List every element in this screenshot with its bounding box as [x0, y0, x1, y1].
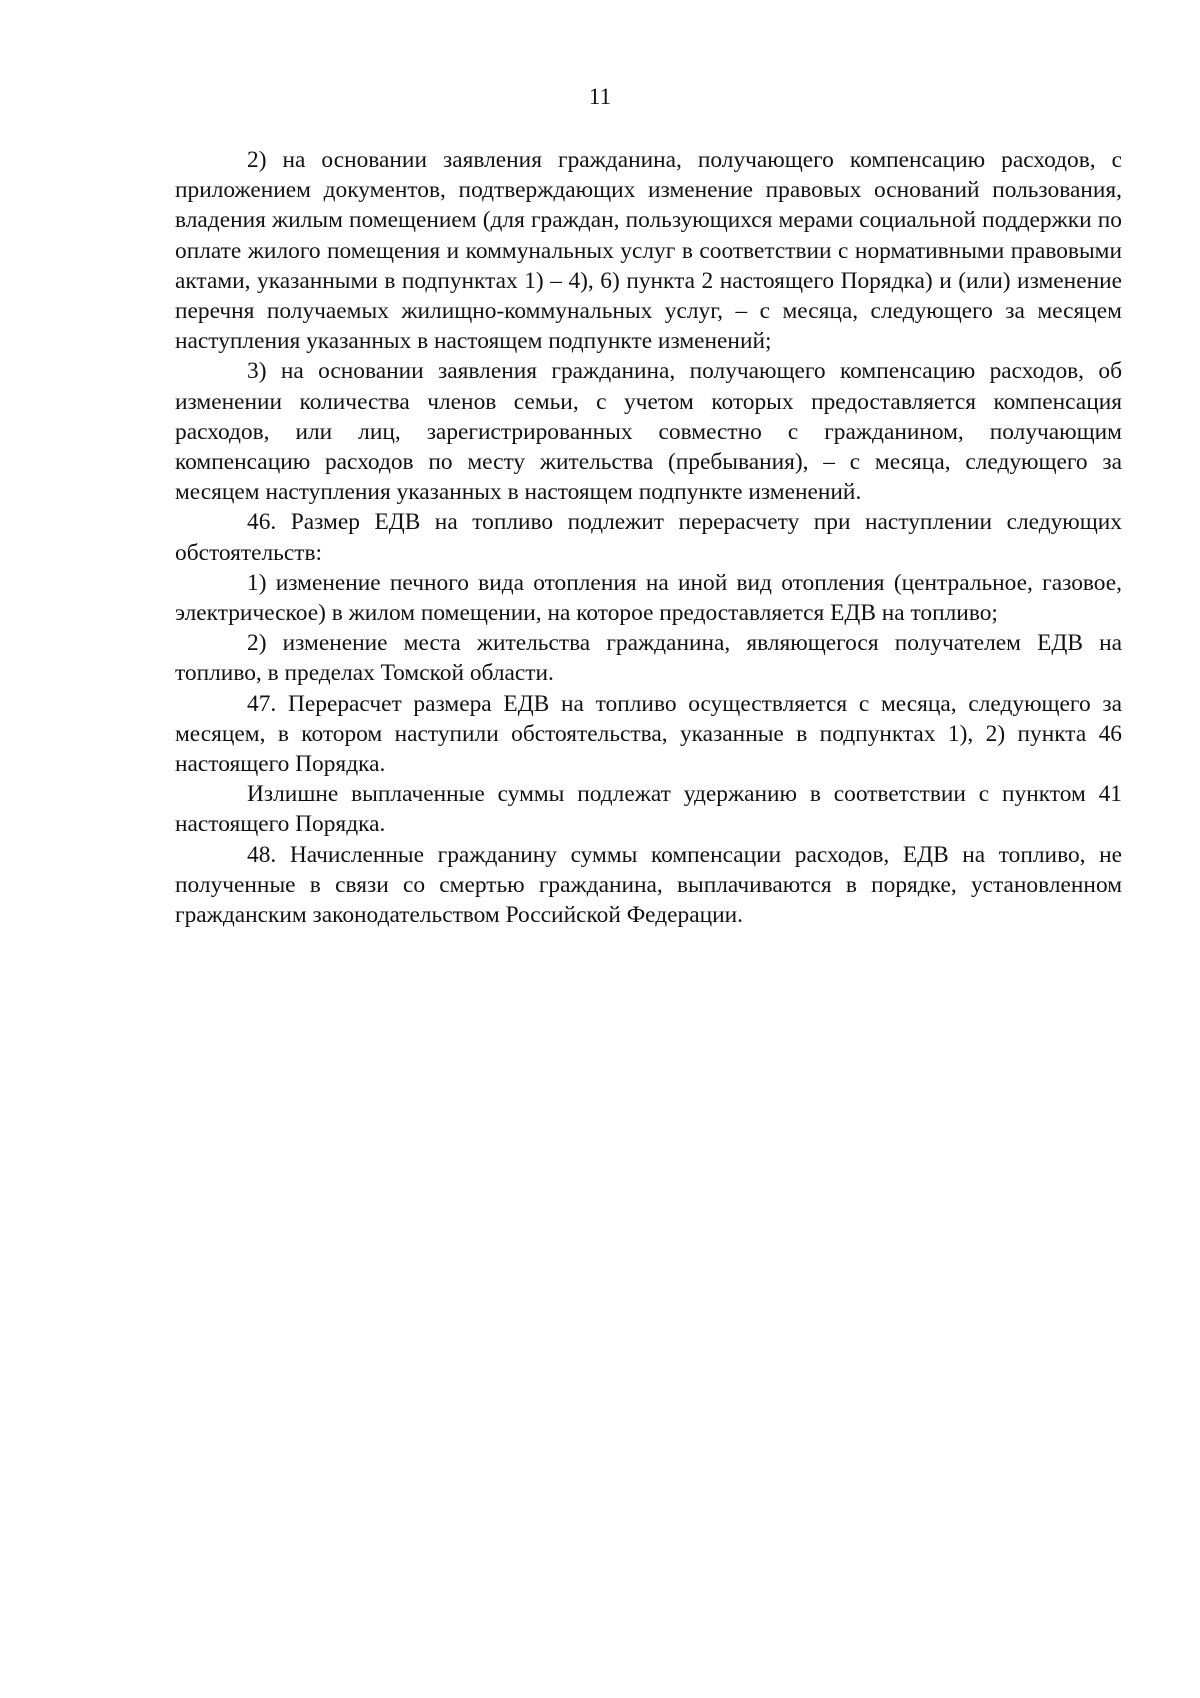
paragraph-subitem-3: 3) на основании заявления гражданина, получающего компенсацию расходов, об изменении количества членов семьи, с учетом которых предоставляется компенсация расходов, или лиц, зарегистрированных совместно с гражданином, получающим компенсацию расходов по месту жительства (пребывания), – с месяца, следующего за месяцем наступления указанных в настоящем подпункте изменений.	[175, 358, 1122, 506]
paragraph-item-46-subitem-1: 1) изменение печного вида отопления на иной вид отопления (центральное, газовое, электрическое) в жилом помещении, на которое предоставляется ЕДВ на топливо;	[175, 569, 1122, 627]
document-body	[175, 145, 1122, 930]
paragraph-subitem-2: 2) на основании заявления гражданина, получающего компенсацию расходов, с приложением документов, подтверждающих изменение правовых оснований пользования, владения жилым помещением (для граждан, пользующихся мерами социальной поддержки по оплате жилого помещения и коммунальных услуг в соответствии с нормативными правовыми актами, указанными в подпунктах 1) – 4), 6) пункта 2 настоящего Порядка) и (или) изменение перечня получаемых жилищно-коммунальных услуг, – с месяца, следующего за месяцем наступления указанных в настоящем подпункте изменений;	[175, 147, 1122, 355]
paragraph-item-46-subitem-2: 2) изменение места жительства гражданина, являющегося получателем ЕДВ на топливо, в пределах Томской области.	[175, 630, 1122, 687]
page-number: 11	[588, 84, 612, 109]
paragraph-item-47: 47. Перерасчет размера ЕДВ на топливо осуществляется с месяца, следующего за месяцем, в котором наступили обстоятельства, указанные в подпунктах 1), 2) пункта 46 настоящего Порядка.	[175, 690, 1122, 778]
paragraph-item-47-overpayment: Излишне выплаченные суммы подлежат удержанию в соответствии с пунктом 41 настоящего Порядка.	[175, 781, 1122, 838]
paragraph-item-46: 46. Размер ЕДВ на топливо подлежит перерасчету при наступлении следующих обстоятельств:	[175, 509, 1122, 566]
paragraph-item-48: 48. Начисленные гражданину суммы компенсации расходов, ЕДВ на топливо, не полученные в связи со смертью гражданина, выплачиваются в порядке, установленном гражданским законодательством Российской Федерации.	[175, 841, 1122, 929]
